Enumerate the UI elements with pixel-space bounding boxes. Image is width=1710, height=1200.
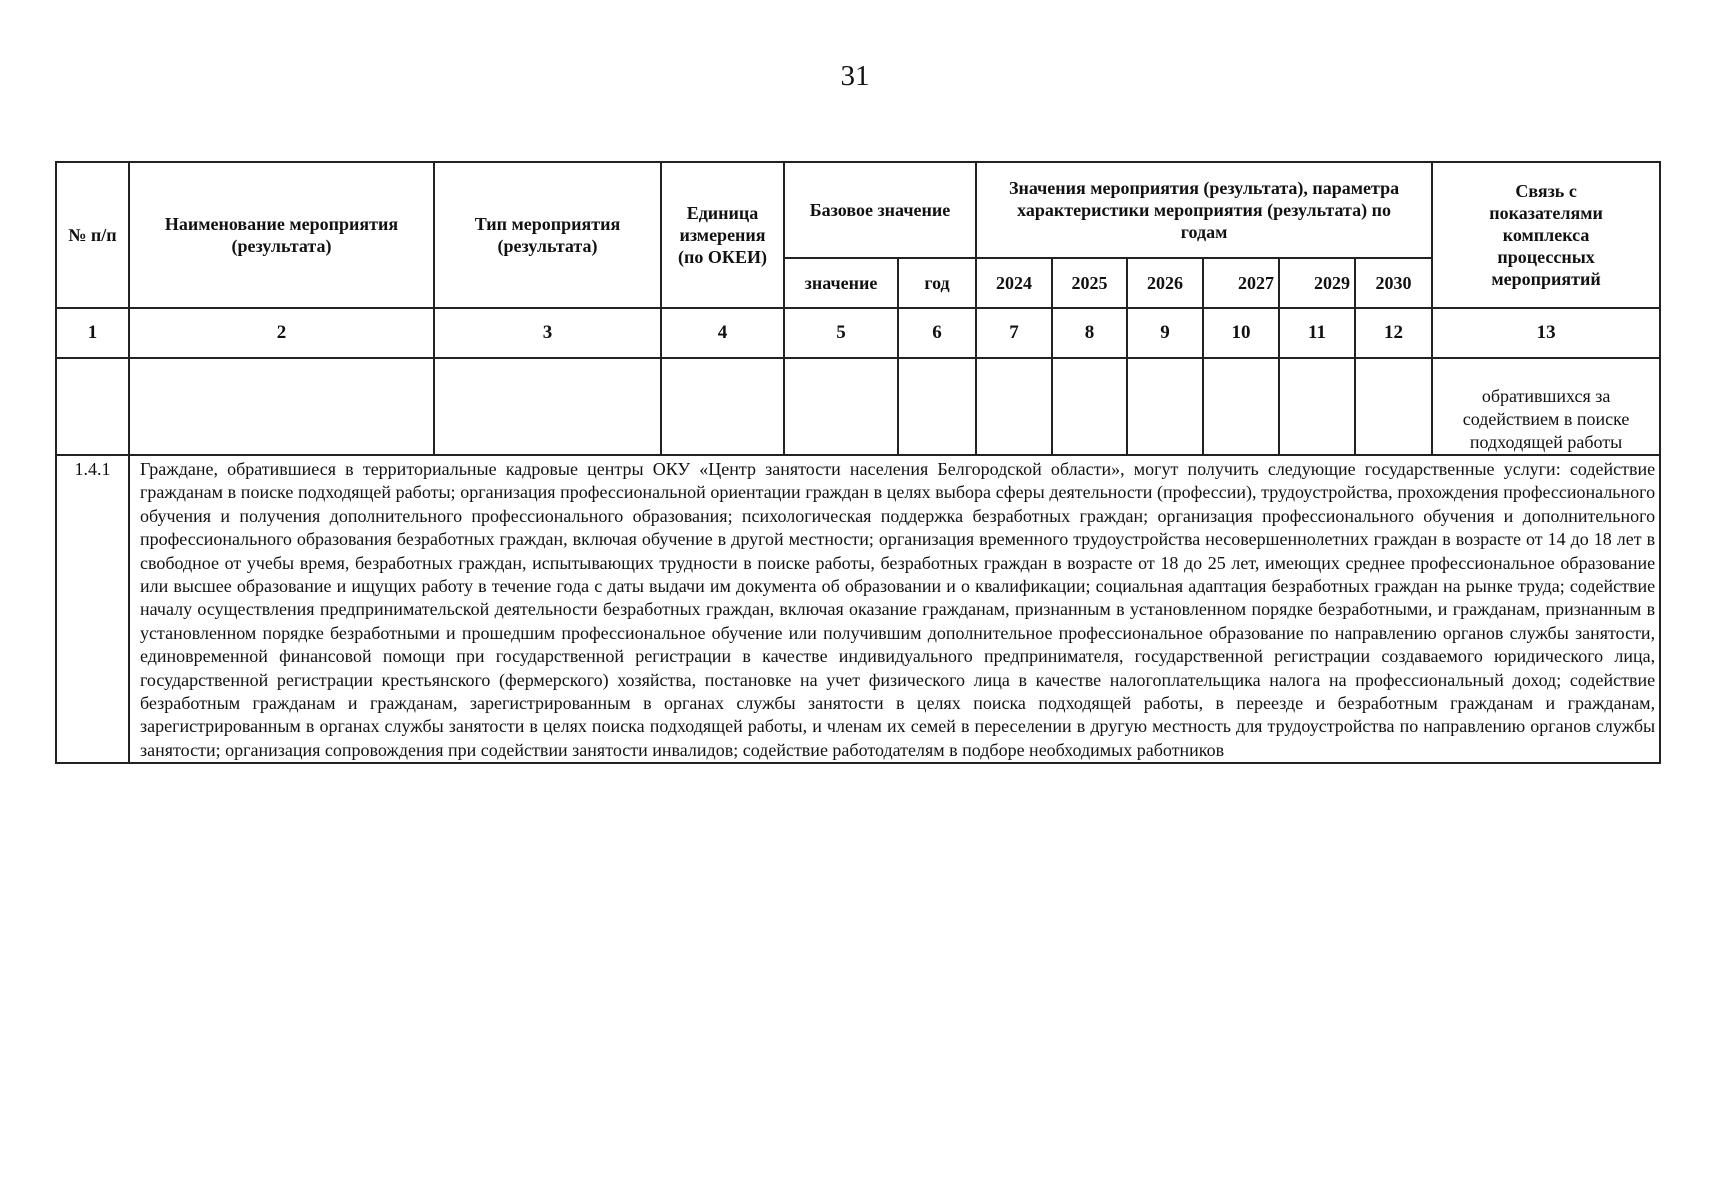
column-number: 1 [56,308,129,358]
column-number: 2 [129,308,434,358]
header-base: Базовое значение [784,162,976,258]
column-number: 9 [1127,308,1203,358]
column-number: 6 [898,308,976,358]
header-link: Связь с показателями комплекса процессных мероприятий [1432,162,1660,308]
header-type: Тип мероприятия (результата) [434,162,661,308]
header-row-top [56,162,1660,258]
column-number: 11 [1279,308,1355,358]
empty-cell [1127,358,1203,455]
header-unit: Единица измерения (по ОКЕИ) [661,162,784,308]
header-base-year: год [898,258,976,308]
item-description: Граждане, обратившиеся в территориальные кадровые центры ОКУ «Центр занятости населения Белгородской области», могут получить следующие государственные услуги: содействие гражданам в поиске подходящей работы; организация профессиональной ориентации граждан в целях выбора сферы деятельности (профессии), трудоустройства, прохождения профессионального обучения и получения дополнительного профессионального образования; психологическая поддержка безработных граждан; организация профессионального обучения и дополнительного профессионального образования безработных граждан, включая обучение в другой местности; организация временного трудоустройства несовершеннолетних граждан в возрасте от 14 до 18 лет в свободное от учебы время, безработных граждан, испытывающих трудности в поиске работы, безработных граждан в возрасте от 18 до 25 лет, имеющих среднее профессиональное образование или высшее образование и ищущих работу в течение года с даты выдачи им документа об образовании и о квалификации; социальная адаптация безработных граждан на рынке труда; содействие началу осуществления предпринимательской деятельности безработных граждан, включая оказание гражданам, признанным в установленном порядке безработными, и гражданам, признанным в установленном порядке безработными и прошедшим профессиональное обучение или получившим дополнительное профессиональное образование по направлению органов службы занятости, единовременной финансовой помощи при государственной регистрации в качестве индивидуального предпринимателя, государственной регистрации создаваемого юридического лица, государственной регистрации крестьянского (фермерского) хозяйства, постановке на учет физического лица в качестве налогоплательщика налога на профессиональный доход; содействие безработным гражданам и гражданам, зарегистрированным в органах службы занятости в целях поиска подходящей работы, в переезде и безработным гражданам и гражданам, зарегистрированным в органах службы занятости в целях поиска подходящей работы, и членам их семей в переселении в другую местность для трудоустройства по направлению органов службы занятости; организация сопровождения при содействии занятости инвалидов; содействие работодателям в подборе необходимых работников [129,455,1660,763]
column-number: 5 [784,308,898,358]
column-number: 7 [976,308,1052,358]
empty-cell [129,358,434,455]
column-number: 8 [1052,308,1127,358]
item-id: 1.4.1 [56,455,129,763]
item-row [56,455,1660,763]
empty-cell [784,358,898,455]
column-number: 12 [1355,308,1432,358]
header-year-2026: 2026 [1127,258,1203,308]
activities-table [55,161,1661,764]
page-number: 31 [840,60,870,92]
header-year-2024: 2024 [976,258,1052,308]
header-name: Наименование мероприятия (результата) [129,162,434,308]
column-number-row [56,308,1660,358]
column-number: 3 [434,308,661,358]
column-number: 10 [1203,308,1279,358]
continuation-row [56,358,1660,455]
header-base-value: значение [784,258,898,308]
header-num: № п/п [56,162,129,308]
column-number: 4 [661,308,784,358]
empty-cell [56,358,129,455]
header-year-2030: 2030 [1355,258,1432,308]
header-year-2025: 2025 [1052,258,1127,308]
continuation-link-text: обратившихся за содействием в поиске подходящей работы [1432,358,1660,455]
header-values: Значения мероприятия (результата), параметра характеристики мероприятия (результата) по годам [976,162,1432,258]
empty-cell [898,358,976,455]
empty-cell [1052,358,1127,455]
empty-cell [661,358,784,455]
empty-cell [434,358,661,455]
empty-cell [1203,358,1279,455]
header-year-2027: 2027 [1203,258,1279,308]
header-year-2029: 2029 [1279,258,1355,308]
empty-cell [976,358,1052,455]
column-number: 13 [1432,308,1660,358]
empty-cell [1279,358,1355,455]
empty-cell [1355,358,1432,455]
